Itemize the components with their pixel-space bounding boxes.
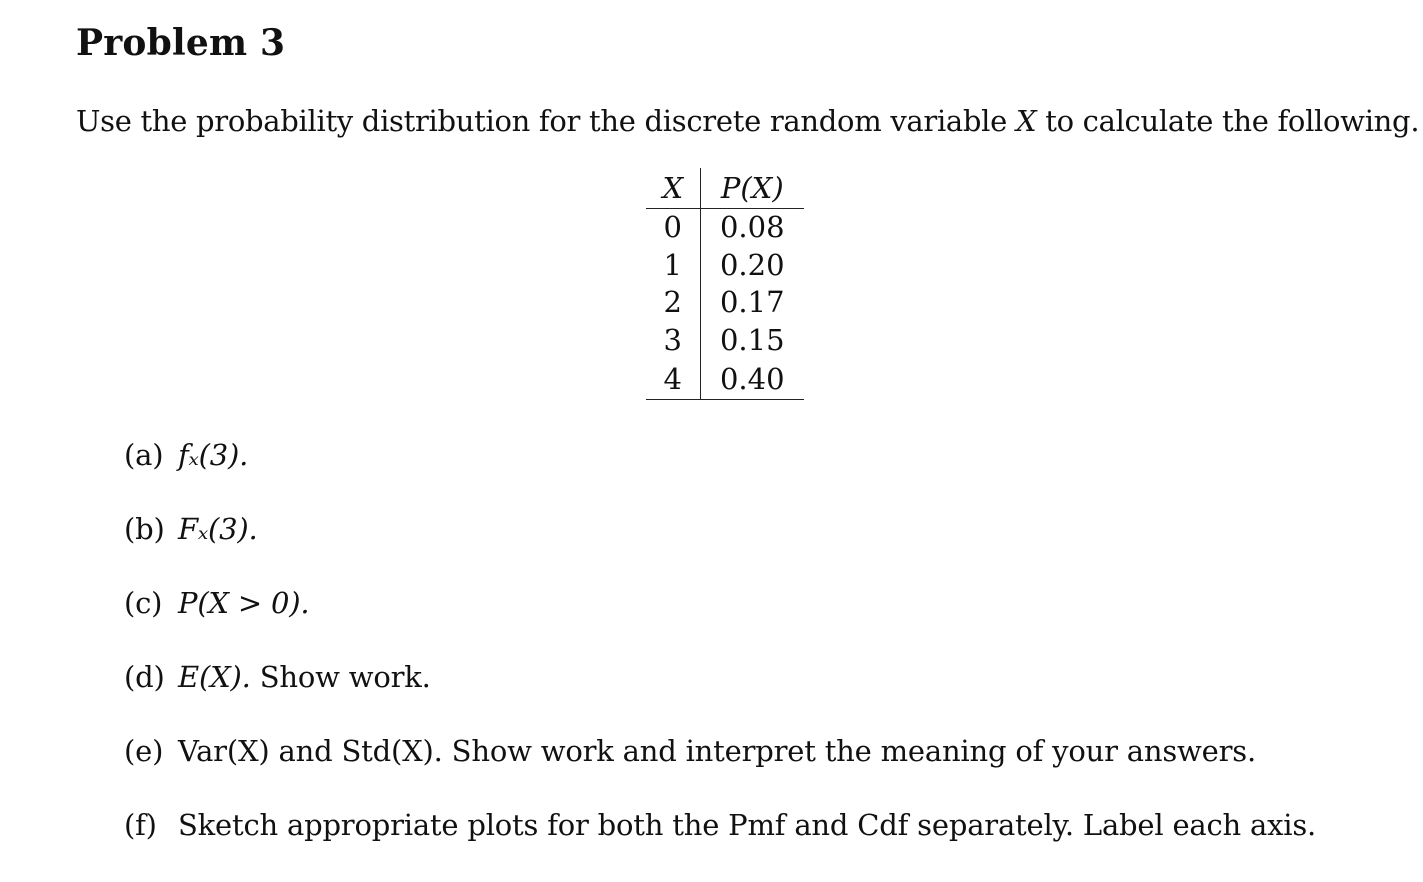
cell-x: 2: [646, 284, 700, 322]
question-label: (d): [124, 660, 165, 694]
cell-x: 0: [646, 209, 700, 247]
cell-x: 4: [646, 359, 700, 400]
question-expression: Fₓ(3).: [178, 512, 258, 546]
intro-text-start: Use the probability distribution for the discrete random variable: [76, 104, 1016, 138]
cell-x: 3: [646, 322, 700, 360]
question-label: (b): [124, 512, 165, 546]
cell-p: 0.20: [719, 247, 785, 282]
intro-text-end: to calculate the following.: [1036, 104, 1420, 138]
question-text: Show work and interpret the meaning of your answers.: [442, 734, 1256, 768]
question-d: [124, 660, 431, 694]
table-row: [646, 209, 804, 247]
problem-title: Problem 3: [76, 22, 286, 64]
table-row: [646, 322, 804, 360]
question-expression: Var(X) and Std(X).: [178, 734, 443, 768]
table-row: [646, 284, 804, 322]
question-label: (a): [124, 438, 164, 472]
table-header-row: [646, 168, 804, 209]
question-label: (f): [124, 808, 157, 842]
question-text: Show work.: [250, 660, 431, 694]
question-expression: P(X > 0).: [178, 586, 310, 620]
cell-p: 0.17: [719, 285, 785, 320]
question-label: (e): [124, 734, 164, 768]
question-e: [124, 734, 1256, 768]
question-f: [124, 808, 1316, 842]
header-px: P(X): [700, 168, 804, 209]
problem-intro: [76, 104, 1419, 138]
question-expression: E(X).: [178, 660, 251, 694]
cell-p: 0.40: [700, 359, 804, 400]
cell-p: 0.15: [719, 322, 785, 357]
question-b: [124, 512, 258, 546]
intro-variable: X: [1015, 104, 1037, 138]
probability-distribution-table: [646, 168, 804, 400]
cell-p: 0.08: [719, 210, 785, 245]
header-x: X: [646, 168, 700, 209]
question-a: [124, 438, 248, 472]
question-label: (c): [124, 586, 163, 620]
question-c: [124, 586, 309, 620]
table-row: [646, 247, 804, 285]
table-row: [646, 359, 804, 400]
question-text: Sketch appropriate plots for both the Pmf and Cdf separately. Label each axis.: [178, 808, 1317, 842]
question-expression: fₓ(3).: [178, 438, 249, 472]
cell-x: 1: [646, 247, 700, 285]
